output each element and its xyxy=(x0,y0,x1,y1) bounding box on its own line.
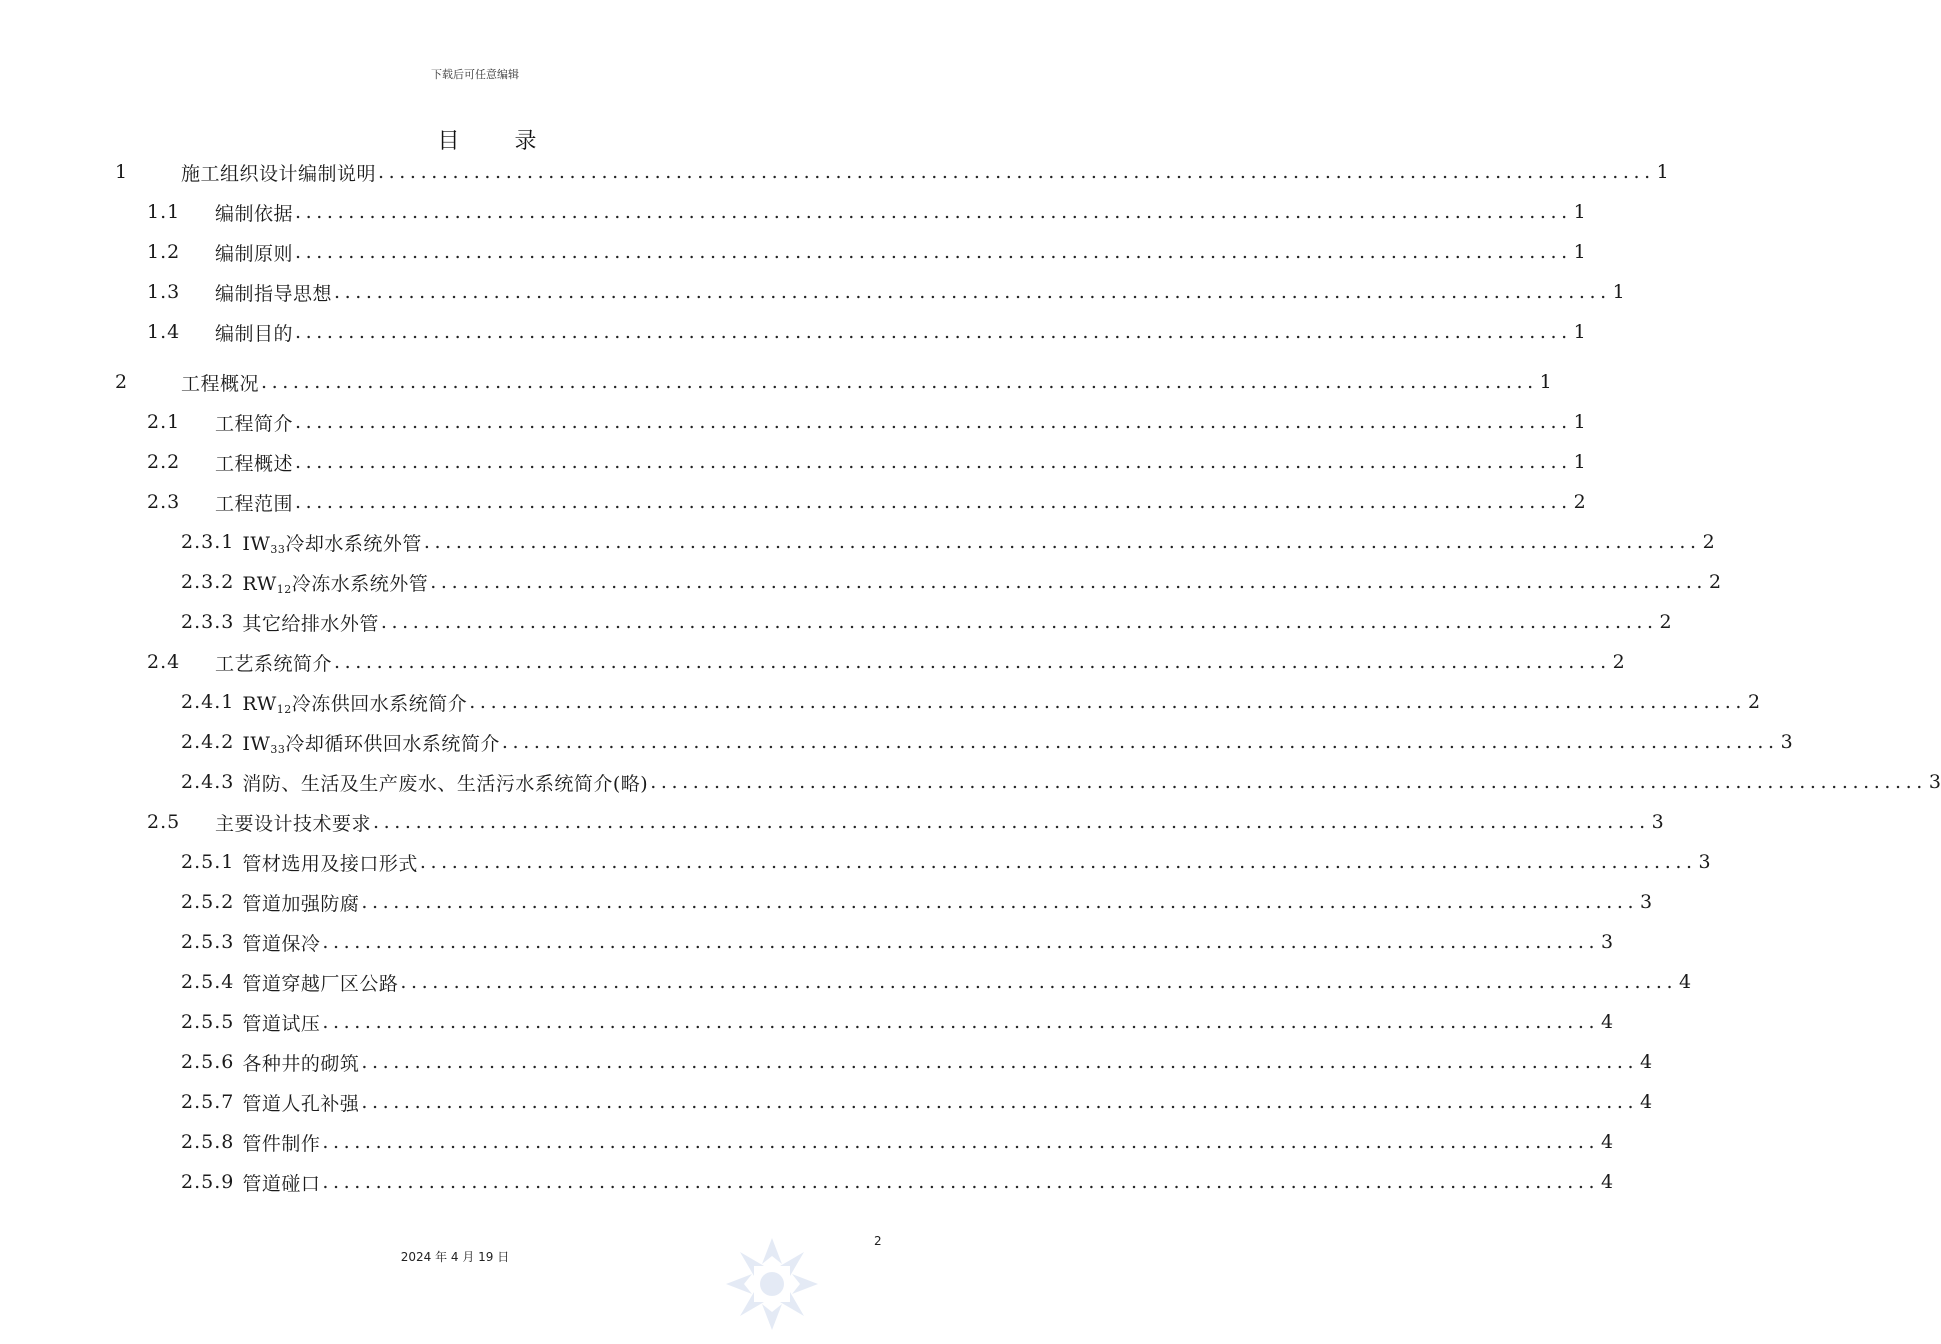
toc-entry-page: 3 xyxy=(1640,891,1653,913)
toc-entry-leader-dots: ........................................................................................................................ xyxy=(322,931,1600,953)
toc-entry-title xyxy=(242,569,428,596)
toc-entry-leader-dots: ........................................................................................................................ xyxy=(430,571,1708,593)
toc-entry-page: 3 xyxy=(1698,851,1711,873)
toc-entry-title: 管道碰口 xyxy=(242,1172,321,1195)
toc-entry[interactable] xyxy=(147,807,1664,837)
toc-entry-title: 管件制作 xyxy=(242,1132,321,1155)
toc-entry-number: 2.5.2 xyxy=(181,891,235,913)
toc-entry-page: 2 xyxy=(1708,571,1722,593)
toc-entry-title: 施工组织设计编制说明 xyxy=(181,162,377,185)
watermark-flower-icon xyxy=(722,1234,822,1334)
toc-entry-page: 1 xyxy=(1573,241,1586,263)
toc-entry-leader-dots: ........................................................................................................................ xyxy=(334,651,1611,673)
toc-entry[interactable] xyxy=(181,727,1793,757)
toc-entry[interactable] xyxy=(147,447,1586,477)
toc-entry-number: 2.4.1 xyxy=(181,691,235,713)
toc-entry-leader-dots: ........................................................................................................................ xyxy=(295,321,1572,343)
toc-entry-title-suffix: 冷却水系统外管 xyxy=(285,532,422,555)
toc-title: 目 录 xyxy=(437,129,561,154)
toc-entry-page: 3 xyxy=(1780,731,1793,753)
toc-entry-number: 2.5 xyxy=(147,811,181,833)
toc-entry-page: 3 xyxy=(1601,931,1614,953)
toc-entry-title: 编制目的 xyxy=(215,322,294,345)
toc-entry[interactable] xyxy=(147,197,1586,227)
toc-entry-page: 4 xyxy=(1601,1011,1614,1033)
toc-entry-page: 1 xyxy=(1612,281,1625,303)
toc-entry-title: 编制指导思想 xyxy=(215,282,333,305)
toc-entry[interactable] xyxy=(147,487,1586,517)
toc-entry-number: 2.5.3 xyxy=(181,931,235,953)
toc-entry-leader-dots: ........................................................................................................................ xyxy=(373,811,1650,833)
toc-entry-page: 3 xyxy=(1928,771,1941,793)
toc-entry-title: 编制依据 xyxy=(215,202,294,225)
toc-entry-title: 工程概况 xyxy=(181,372,260,395)
toc-entry-page: 1 xyxy=(1539,371,1552,393)
toc-entry-number: 2.3 xyxy=(147,491,181,513)
toc-entry-page: 2 xyxy=(1612,651,1625,673)
toc-entry-leader-dots: ........................................................................................................................ xyxy=(419,851,1697,873)
toc-entry-leader-dots: ........................................................................................................................ xyxy=(361,891,1639,913)
toc-entry-title-subscript: 33 xyxy=(270,742,286,756)
toc-entry-leader-dots: ........................................................................................................................ xyxy=(378,161,1655,183)
toc-entry-title xyxy=(242,689,467,716)
toc-entry-page: 3 xyxy=(1651,811,1664,833)
toc-entry-number: 2.5.1 xyxy=(181,851,235,873)
toc-entry-leader-dots: ........................................................................................................................ xyxy=(423,531,1701,553)
toc-entry[interactable] xyxy=(181,607,1672,637)
toc-entry[interactable] xyxy=(181,1127,1614,1157)
toc-entry-page: 4 xyxy=(1640,1051,1653,1073)
toc-entry[interactable] xyxy=(181,1167,1614,1197)
page-number: 2 xyxy=(874,1234,882,1248)
toc-entry-title: 管道人孔补强 xyxy=(242,1092,360,1115)
toc-entry-leader-dots: ........................................................................................................................ xyxy=(295,201,1572,223)
toc-entry-title: 管道保冷 xyxy=(242,932,321,955)
toc-entry-leader-dots: ........................................................................................................................ xyxy=(322,1131,1600,1153)
toc-entry-title-suffix: 冷冻供回水系统简介 xyxy=(291,692,468,715)
toc-entry-leader-dots: ........................................................................................................................ xyxy=(322,1011,1600,1033)
toc-entry-number: 2.4.2 xyxy=(181,731,235,753)
toc-entry-leader-dots: ........................................................................................................................ xyxy=(322,1171,1600,1193)
toc-entry-title xyxy=(242,729,500,756)
toc-entry-number: 2.2 xyxy=(147,451,181,473)
toc-entry-title: 管材选用及接口形式 xyxy=(242,852,418,875)
toc-entry-leader-dots: ........................................................................................................................ xyxy=(469,691,1747,713)
toc-entry[interactable] xyxy=(181,567,1722,597)
toc-entry-title: 工艺系统简介 xyxy=(215,652,333,675)
toc-entry-title: 工程简介 xyxy=(215,412,294,435)
toc-entry-title: 编制原则 xyxy=(215,242,294,265)
toc-entry-title-subscript: 12 xyxy=(276,582,292,596)
footer-date: 2024 年 4 月 19 日 xyxy=(400,1250,510,1264)
toc-entry[interactable] xyxy=(115,157,1669,187)
toc-entry-leader-dots: ........................................................................................................................ xyxy=(501,731,1779,753)
toc-entry-page: 2 xyxy=(1747,691,1761,713)
toc-entry-leader-dots: ........................................................................................................................ xyxy=(334,281,1611,303)
toc-entry-number: 2.3.2 xyxy=(181,571,235,593)
toc-entry[interactable] xyxy=(147,647,1625,677)
toc-entry-number: 2.5.8 xyxy=(181,1131,235,1153)
toc-entry-number: 1.1 xyxy=(147,201,181,223)
toc-entry[interactable] xyxy=(181,1087,1653,1117)
toc-entry-number: 2.4 xyxy=(147,651,181,673)
toc-entry-leader-dots: ........................................................................................................................ xyxy=(295,241,1572,263)
toc-entry-leader-dots: ........................................................................................................................ xyxy=(295,491,1572,513)
toc-entry-title-subscript: 33 xyxy=(270,542,286,556)
toc-entry-number: 2.3.1 xyxy=(181,531,235,553)
toc-entry-number: 2.3.3 xyxy=(181,611,235,633)
toc-entry-title: 管道加强防腐 xyxy=(242,892,360,915)
toc-entry-title: 各种井的砌筑 xyxy=(242,1052,360,1075)
toc-entry[interactable] xyxy=(181,687,1761,717)
toc-entry[interactable] xyxy=(181,927,1614,957)
toc-entry-leader-dots: ........................................................................................................................ xyxy=(650,771,1927,793)
toc-entry-number: 2.5.6 xyxy=(181,1051,235,1073)
toc-entry-page: 2 xyxy=(1702,531,1715,553)
toc-entry[interactable] xyxy=(115,367,1552,397)
toc-entry-leader-dots: ........................................................................................................................ xyxy=(295,451,1572,473)
toc-entry-number: 2.1 xyxy=(147,411,181,433)
toc-entry-page: 1 xyxy=(1573,201,1586,223)
toc-entry-number: 1.3 xyxy=(147,281,181,303)
toc-entry-page: 4 xyxy=(1601,1131,1614,1153)
toc-entry-page: 1 xyxy=(1573,321,1586,343)
toc-entry-leader-dots: ........................................................................................................................ xyxy=(295,411,1572,433)
toc-entry-number: 1.4 xyxy=(147,321,181,343)
toc-entry[interactable] xyxy=(147,237,1586,267)
toc-entry-title: 工程概述 xyxy=(215,452,294,475)
toc-entry-page: 1 xyxy=(1656,161,1669,183)
toc-entry-page: 2 xyxy=(1573,491,1586,513)
toc-entry-page: 2 xyxy=(1659,611,1672,633)
toc-entry-number: 2.5.7 xyxy=(181,1091,235,1113)
toc-entry-title-prefix: RW xyxy=(242,572,277,595)
toc-entry-page: 4 xyxy=(1601,1171,1614,1193)
toc-entry-leader-dots: ........................................................................................................................ xyxy=(361,1051,1639,1073)
toc-entry-title: 其它给排水外管 xyxy=(242,612,379,635)
toc-entry[interactable] xyxy=(147,317,1586,347)
toc-entry[interactable] xyxy=(181,847,1711,877)
toc-entry-leader-dots: ........................................................................................................................ xyxy=(380,611,1658,633)
toc-entry-title: 管道穿越厂区公路 xyxy=(242,972,399,995)
toc-entry-number: 1 xyxy=(115,161,129,183)
toc-entry-title: 主要设计技术要求 xyxy=(215,812,372,835)
toc-entry[interactable] xyxy=(181,1007,1614,1037)
toc-entry-number: 1.2 xyxy=(147,241,181,263)
toc-entry-page: 1 xyxy=(1573,451,1586,473)
toc-entry[interactable] xyxy=(181,527,1715,557)
toc-entry[interactable] xyxy=(147,277,1625,307)
toc-entry-title-prefix: RW xyxy=(242,692,277,715)
toc-entry-number: 2.5.5 xyxy=(181,1011,235,1033)
toc-entry-number: 2.4.3 xyxy=(181,771,235,793)
toc-entry-page: 4 xyxy=(1640,1091,1653,1113)
toc-entry[interactable] xyxy=(181,1047,1653,1077)
toc-entry-page: 1 xyxy=(1573,411,1586,433)
toc-entry-number: 2 xyxy=(115,371,129,393)
toc-entry-number: 2.5.9 xyxy=(181,1171,235,1193)
toc-entry-leader-dots: ........................................................................................................................ xyxy=(261,371,1538,393)
toc-entry-title-suffix: 冷却循环供回水系统简介 xyxy=(285,732,500,755)
toc-entry[interactable] xyxy=(147,407,1586,437)
toc-entry-title xyxy=(242,529,422,556)
toc-entry-title: 消防、生活及生产废水、生活污水系统简介(略) xyxy=(242,772,649,795)
toc-entry[interactable] xyxy=(181,767,1941,797)
toc-entry-page: 4 xyxy=(1679,971,1692,993)
toc-entry-title-suffix: 冷冻水系统外管 xyxy=(291,572,429,595)
toc-entry-title: 工程范围 xyxy=(215,492,294,515)
toc-entry-leader-dots: ........................................................................................................................ xyxy=(361,1091,1639,1113)
toc-entry[interactable] xyxy=(181,887,1653,917)
toc-entry[interactable] xyxy=(181,967,1692,997)
toc-entry-number: 2.5.4 xyxy=(181,971,235,993)
toc-entry-title: 管道试压 xyxy=(242,1012,321,1035)
toc-entry-title-prefix: IW xyxy=(242,732,271,755)
toc-entry-title-subscript: 12 xyxy=(276,702,292,716)
toc-entry-leader-dots: ........................................................................................................................ xyxy=(400,971,1678,993)
header-note: 下载后可任意编辑 xyxy=(431,68,519,81)
toc-entry-title-prefix: IW xyxy=(242,532,271,555)
